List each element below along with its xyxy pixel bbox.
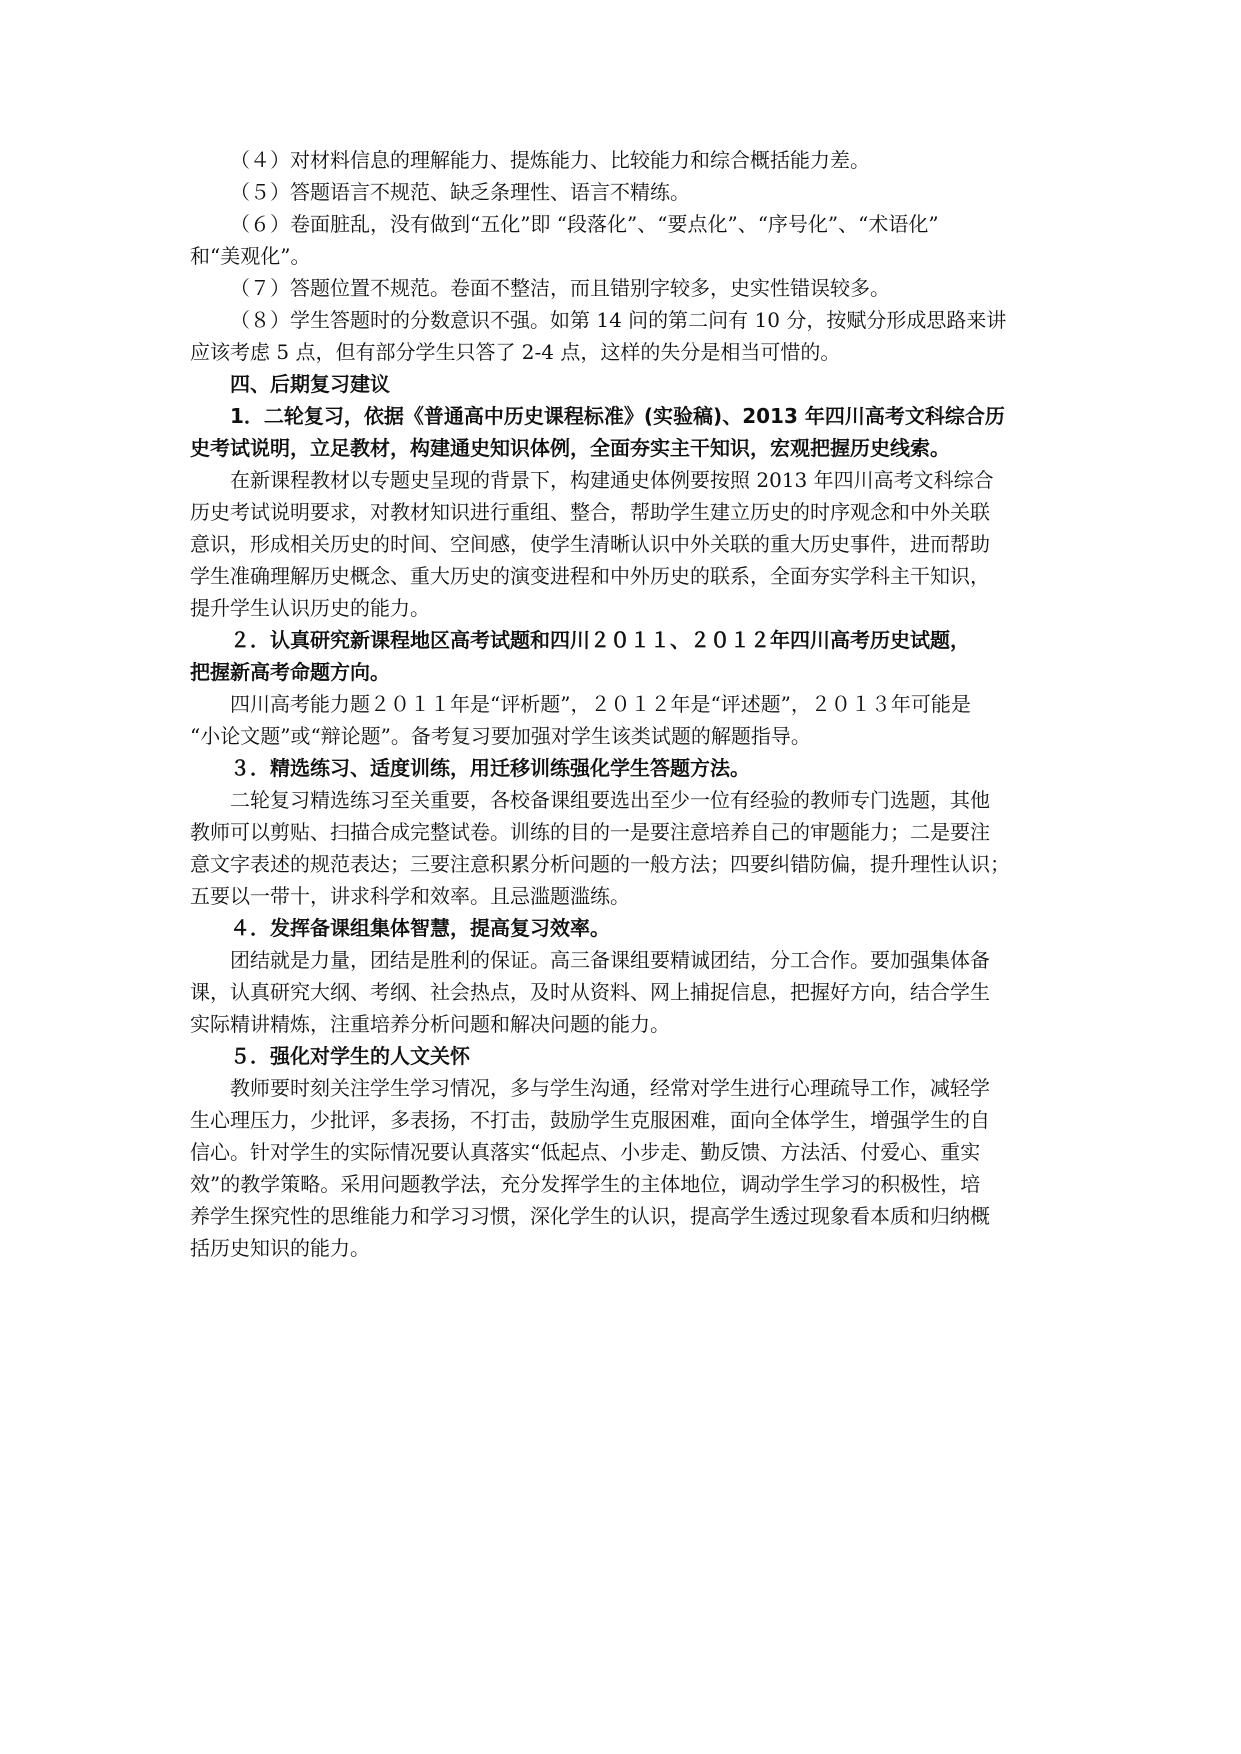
- text-line: “小论文题”或“辩论题”。备考复习要加强对学生该类试题的解题指导。: [190, 724, 811, 748]
- text-line: 养学生探究性的思维能力和学习习惯，深化学生的认识，提高学生透过现象看本质和归纳概: [190, 1204, 990, 1228]
- text-line: 应该考虑 5 点，但有部分学生只答了 2-4 点，这样的失分是相当可惜的。: [190, 340, 841, 364]
- text-line: （６）卷面脏乱，没有做到“五化”即 “段落化”、“要点化”、“序号化”、“术语化”: [230, 212, 939, 236]
- text-line: 历史考试说明要求，对教材知识进行重组、整合，帮助学生建立历史的时序观念和中外关联: [190, 500, 990, 524]
- text-line: 效”的教学策略。采用问题教学法，充分发挥学生的主体地位，调动学生学习的积极性，培: [190, 1172, 981, 1196]
- text-line: 意识，形成相关历史的时间、空间感，使学生清晰认识中外关联的重大历史事件，进而帮助: [190, 532, 990, 556]
- text-line: （７）答题位置不规范。卷面不整洁，而且错别字较多，史实性错误较多。: [230, 276, 890, 300]
- heading-line: 史考试说明，立足教材，构建通史知识体例，全面夯实主干知识，宏观把握历史线索。: [190, 436, 950, 460]
- heading-line: ４．发挥备课组集体智慧，提高复习效率。: [230, 916, 610, 940]
- text-line: 教师要时刻关注学生学习情况，多与学生沟通，经常对学生进行心理疏导工作，减轻学: [230, 1076, 990, 1100]
- text-line: （４）对材料信息的理解能力、提炼能力、比较能力和综合概括能力差。: [230, 148, 870, 172]
- document-page: [190, 144, 1070, 1264]
- text-line: 括历史知识的能力。: [190, 1236, 370, 1260]
- text-line: 意文字表述的规范表达；三要注意积累分析问题的一般方法；四要纠错防偏，提升理性认识；: [190, 852, 1010, 876]
- heading-line: ３．精选练习、适度训练，用迁移训练强化学生答题方法。: [230, 756, 750, 780]
- text-line: 在新课程教材以专题史呈现的背景下，构建通史体例要按照 2013 年四川高考文科综合: [230, 468, 994, 492]
- text-line: （５）答题语言不规范、缺乏条理性、语言不精练。: [230, 180, 690, 204]
- text-line: 生心理压力，少批评，多表扬，不打击，鼓励学生克服困难，面向全体学生，增强学生的自: [190, 1108, 990, 1132]
- text-line: 五要以一带十，讲求科学和效率。且忌滥题滥练。: [190, 884, 630, 908]
- text-line: 四川高考能力题２０１１年是“评析题”，２０１２年是“评述题”，２０１３年可能是: [230, 692, 971, 716]
- text-line: 提升学生认识历史的能力。: [190, 596, 430, 620]
- text-line: 教师可以剪贴、扫描合成完整试卷。训练的目的一是要注意培养自己的审题能力；二是要注: [190, 820, 990, 844]
- text-line: 二轮复习精选练习至关重要，各校备课组要选出至少一位有经验的教师专门选题，其他: [230, 788, 990, 812]
- text-line: 学生准确理解历史概念、重大历史的演变进程和中外历史的联系，全面夯实学科主干知识，: [190, 564, 990, 588]
- text-line: 和“美观化”。: [190, 244, 311, 268]
- text-line: 课，认真研究大纲、考纲、社会热点，及时从资料、网上捕捉信息，把握好方向，结合学生: [190, 980, 990, 1004]
- heading-line: ５．强化对学生的人文关怀: [230, 1044, 470, 1068]
- text-line: 信心。针对学生的实际情况要认真落实“低起点、小步走、勤反馈、方法活、付爱心、重实: [190, 1140, 981, 1164]
- text-line: 团结就是力量，团结是胜利的保证。高三备课组要精诚团结，分工合作。要加强集体备: [230, 948, 990, 972]
- heading-line: 四、后期复习建议: [230, 372, 390, 396]
- heading-line: 把握新高考命题方向。: [190, 660, 390, 684]
- heading-line: 1．二轮复习，依据《普通高中历史课程标准》(实验稿)、2013 年四川高考文科综合历: [230, 404, 1005, 428]
- text-line: 实际精讲精炼，注重培养分析问题和解决问题的能力。: [190, 1012, 670, 1036]
- text-line: （８）学生答题时的分数意识不强。如第 14 问的第二问有 10 分，按赋分形成思路来讲: [230, 308, 1007, 332]
- heading-line: ２．认真研究新课程地区高考试题和四川２０１１、２０１２年四川高考历史试题，: [230, 628, 970, 652]
